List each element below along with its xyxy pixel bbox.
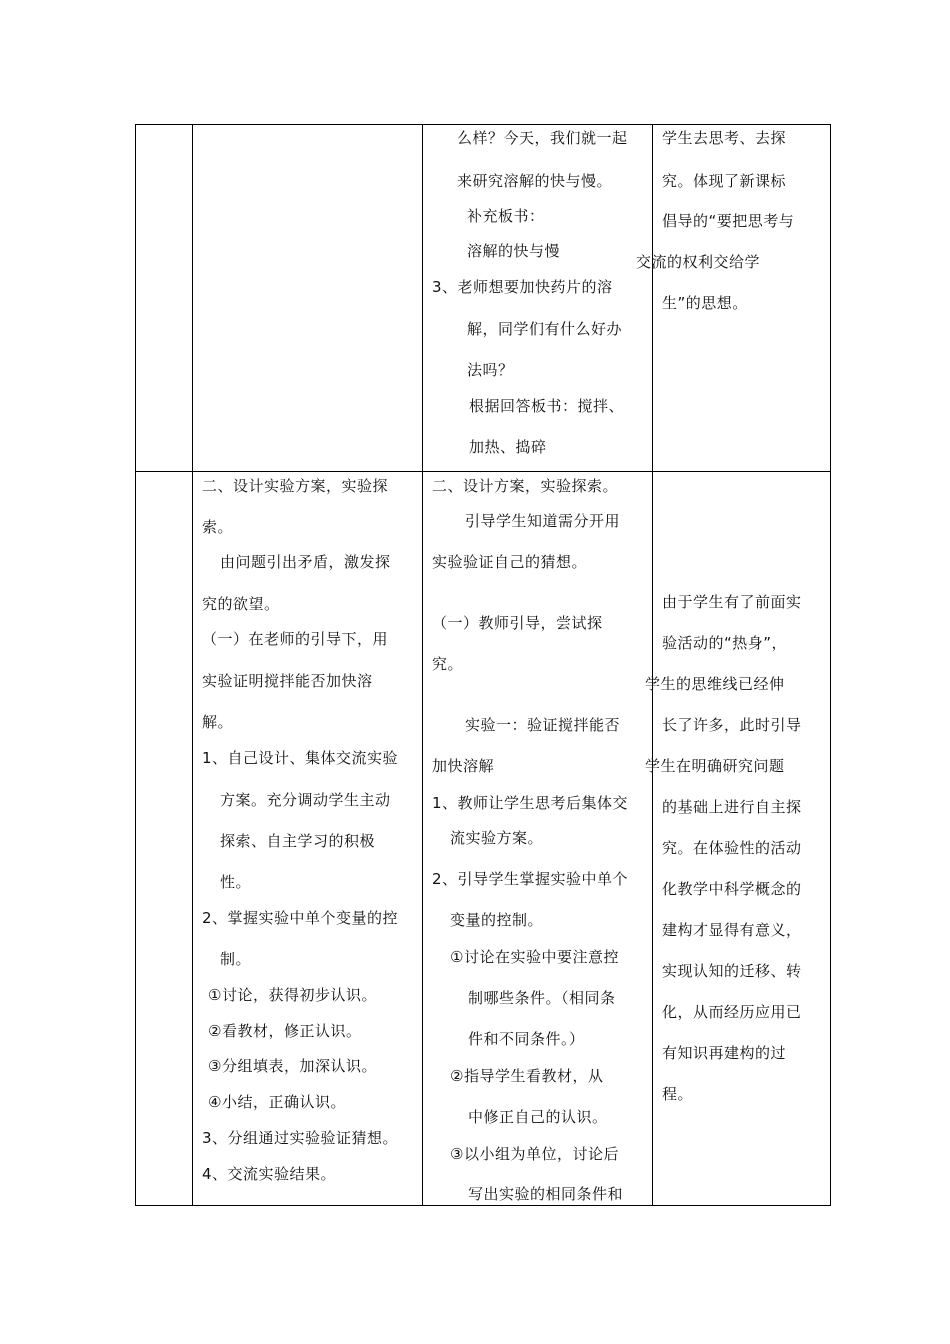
text-line: 化教学中科学概念的 <box>662 880 802 898</box>
text-line: 根据回答板书：搅拌、 <box>469 397 625 415</box>
text-line: 么样？今天，我们就一起 <box>457 129 628 147</box>
text-line: 引导学生知道需分开用 <box>465 512 621 530</box>
table-left-border <box>135 124 136 1206</box>
text-line: （一）在老师的引导下，用 <box>202 630 389 648</box>
text-line: 探索、自主学习的积极 <box>220 832 376 850</box>
table-top-border <box>135 124 831 125</box>
text-line: 学生的思维线已经伸 <box>645 675 785 693</box>
text-line: 制哪些条件。（相同条 <box>468 989 616 1007</box>
table-row-divider <box>135 471 831 472</box>
table-bottom-border <box>135 1205 831 1206</box>
text-line: 由问题引出矛盾，激发探 <box>220 553 391 571</box>
column-divider-2 <box>422 124 423 1206</box>
text-line: ②看教材，修正认识。 <box>208 1022 362 1040</box>
text-line: 3、老师想要加快药片的溶 <box>432 278 613 296</box>
text-line: 由于学生有了前面实 <box>662 593 802 611</box>
text-line: 法吗？ <box>467 361 514 379</box>
text-line: 化，从而经历应用已 <box>662 1003 802 1021</box>
text-line: 生”的思想。 <box>662 294 748 312</box>
text-line: 究。体现了新课标 <box>662 172 787 190</box>
text-line: 索。 <box>202 518 234 536</box>
text-line: （一）教师引导，尝试探 <box>432 614 603 632</box>
column-divider-3 <box>652 124 653 1206</box>
text-line: 加热、捣碎 <box>469 438 547 456</box>
text-line: 1、教师让学生思考后集体交 <box>432 794 629 812</box>
text-line: 学生去思考、去探 <box>662 129 787 147</box>
text-line: 写出实验的相同条件和 <box>468 1185 624 1203</box>
text-line: 学生在明确研究问题 <box>645 757 785 775</box>
text-line: 二、设计方案，实验探索。 <box>432 477 619 495</box>
text-line: 长了许多，此时引导 <box>662 716 802 734</box>
text-line: 程。 <box>662 1085 694 1103</box>
text-line: 2、引导学生掌握实验中单个 <box>432 870 629 888</box>
text-line: 实验一：验证搅拌能否 <box>465 716 621 734</box>
text-line: ②指导学生看教材，从 <box>450 1067 604 1085</box>
text-line: 4、交流实验结果。 <box>202 1165 337 1183</box>
text-line: 方案。充分调动学生主动 <box>220 791 391 809</box>
text-line: 2、掌握实验中单个变量的控 <box>202 909 399 927</box>
text-line: 倡导的“要把思考与 <box>662 212 795 230</box>
text-line: 验活动的“热身”， <box>662 634 788 652</box>
text-line: ④小结，正确认识。 <box>208 1093 346 1111</box>
text-line: 建构才显得有意义， <box>662 921 802 939</box>
text-line: 1、自己设计、集体交流实验 <box>202 749 399 767</box>
text-line: 二、设计实验方案，实验探 <box>202 477 389 495</box>
text-line: 的基础上进行自主探 <box>662 798 802 816</box>
text-line: 解。 <box>202 713 234 731</box>
text-line: 实验验证自己的猜想。 <box>432 553 588 571</box>
text-line: 实现认知的迁移、转 <box>662 962 802 980</box>
text-line: ①讨论在实验中要注意控 <box>450 948 619 966</box>
text-line: ③以小组为单位，讨论后 <box>450 1145 619 1163</box>
text-line: 交流的权利交给学 <box>636 253 761 271</box>
text-line: 变量的控制。 <box>450 911 544 929</box>
text-line: 补充板书： <box>467 207 545 225</box>
column-divider-1 <box>192 124 193 1206</box>
text-line: 流实验方案。 <box>450 829 544 847</box>
text-line: 溶解的快与慢 <box>467 242 561 260</box>
text-line: ①讨论，获得初步认识。 <box>208 986 377 1004</box>
text-line: 件和不同条件。） <box>468 1030 585 1048</box>
text-line: 究。在体验性的活动 <box>662 839 802 857</box>
text-line: 实验证明搅拌能否加快溶 <box>202 672 373 690</box>
text-line: 中修正自己的认识。 <box>468 1108 608 1126</box>
text-line: 性。 <box>220 873 252 891</box>
text-line: 3、分组通过实验验证猜想。 <box>202 1129 399 1147</box>
text-line: 究的欲望。 <box>202 595 280 613</box>
table-right-border <box>830 124 831 1206</box>
text-line: 制。 <box>220 950 252 968</box>
text-line: 究。 <box>432 655 464 673</box>
text-line: 加快溶解 <box>432 757 495 775</box>
text-line: ③分组填表，加深认识。 <box>208 1057 377 1075</box>
text-line: 有知识再建构的过 <box>662 1044 787 1062</box>
text-line: 来研究溶解的快与慢。 <box>457 172 613 190</box>
text-line: 解，同学们有什么好办 <box>467 320 623 338</box>
